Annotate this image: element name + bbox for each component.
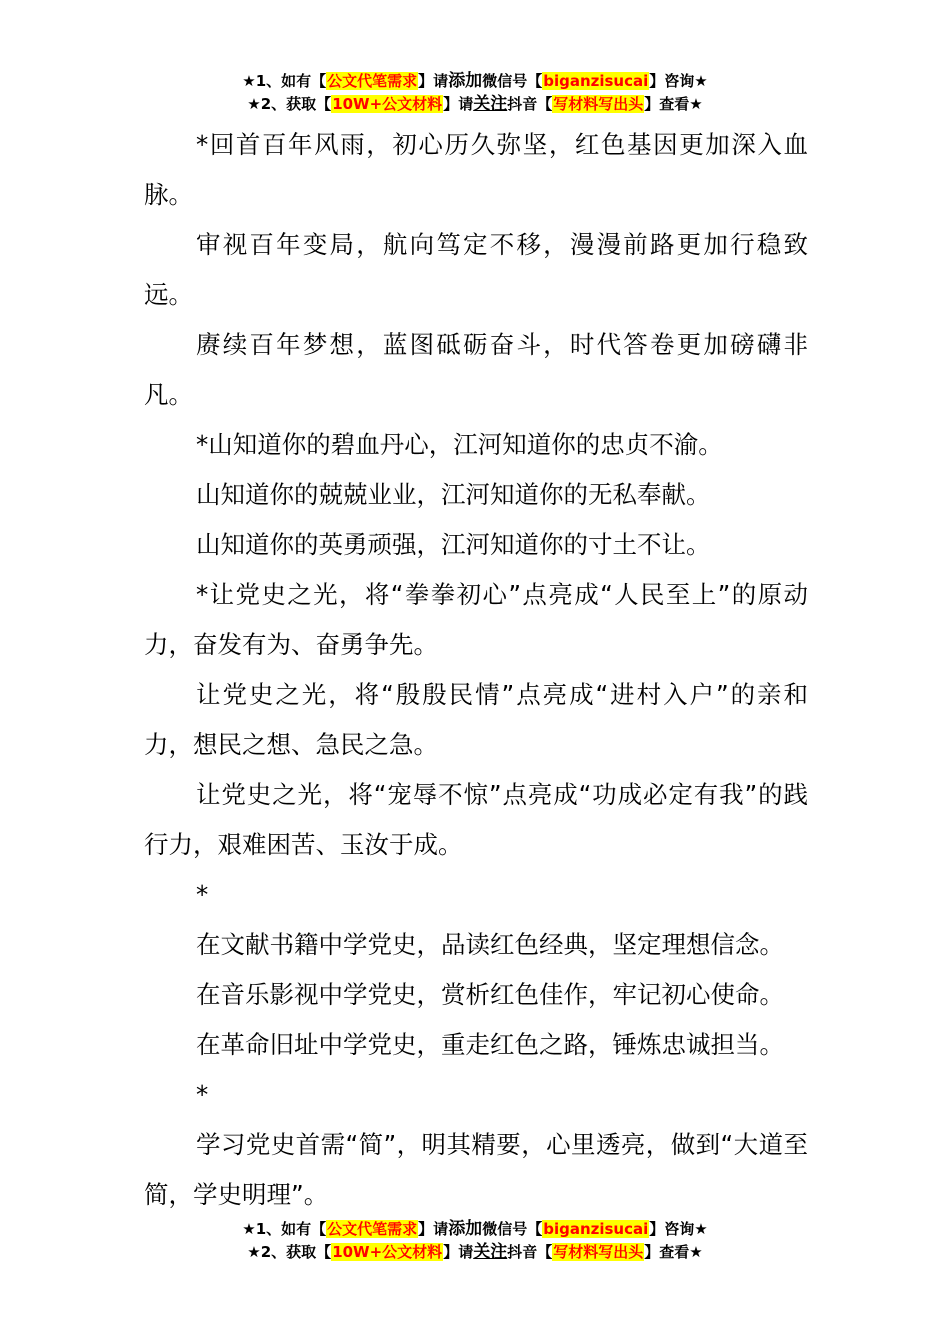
banner-wechat-id: biganzisucai (543, 1220, 649, 1238)
banner-text: 】请 (443, 95, 474, 113)
banner-highlight: 10W+公文材料 (332, 95, 443, 113)
banner-line-2 (0, 93, 950, 116)
banner-line-1 (0, 70, 950, 93)
section-separator: * (196, 1080, 209, 1109)
banner-highlight: 公文代笔需求 (327, 1220, 418, 1238)
banner-text: ★2、获取【 (247, 1243, 332, 1261)
banner-text: 抖音【 (507, 95, 553, 113)
bottom-banner (0, 1218, 950, 1264)
paragraph: *山知道你的碧血丹心，江河知道你的忠贞不渝。 (196, 430, 723, 459)
banner-text: 】请 (418, 72, 449, 90)
paragraph: 山知道你的英勇顽强，江河知道你的寸土不让。 (196, 530, 711, 559)
banner-text: ★2、获取【 (247, 95, 332, 113)
banner-line-2 (0, 1241, 950, 1264)
banner-text: 微信号【 (482, 72, 543, 90)
banner-text: 】查看★ (644, 95, 703, 113)
banner-text: 】请 (443, 1243, 474, 1261)
section-separator: * (196, 880, 209, 909)
paragraph: 山知道你的兢兢业业，江河知道你的无私奉献。 (196, 480, 711, 509)
paragraph: 学习党史首需“简”，明其精要，心里透亮，做到“大道至简，学史明理”。 (144, 1130, 808, 1209)
paragraph: 让党史之光，将“宠辱不惊”点亮成“功成必定有我”的践行力，艰难困苦、玉汝于成。 (144, 780, 808, 859)
banner-emphasis: 关注 (473, 1242, 508, 1262)
banner-text: ★1、如有【 (242, 1220, 327, 1238)
paragraph: 在文献书籍中学党史，品读红色经典，坚定理想信念。 (196, 930, 784, 959)
banner-text: ★1、如有【 (242, 72, 327, 90)
banner-wechat-id: biganzisucai (543, 72, 649, 90)
banner-line-1 (0, 1218, 950, 1241)
banner-highlight: 公文代笔需求 (327, 72, 418, 90)
banner-highlight: 10W+公文材料 (332, 1243, 443, 1261)
banner-emphasis: 添加 (448, 1219, 483, 1239)
paragraph: 审视百年变局，航向笃定不移，漫漫前路更加行稳致远。 (144, 230, 808, 309)
paragraph: 在革命旧址中学党史，重走红色之路，锤炼忠诚担当。 (196, 1030, 784, 1059)
top-banner (0, 70, 950, 116)
banner-douyin-id: 写材料写出头 (553, 95, 644, 113)
paragraph: 赓续百年梦想，蓝图砥砺奋斗，时代答卷更加磅礴非凡。 (144, 330, 808, 409)
paragraph: *回首百年风雨，初心历久弥坚，红色基因更加深入血脉。 (144, 130, 808, 209)
paragraph: 让党史之光，将“殷殷民情”点亮成“进村入户”的亲和力，想民之想、急民之急。 (144, 680, 808, 759)
banner-emphasis: 添加 (448, 71, 483, 91)
banner-text: 微信号【 (482, 1220, 543, 1238)
banner-text: 】咨询★ (649, 1220, 708, 1238)
banner-text: 抖音【 (507, 1243, 553, 1261)
banner-text: 】请 (418, 1220, 449, 1238)
banner-emphasis: 关注 (473, 94, 508, 114)
paragraph: 在音乐影视中学党史，赏析红色佳作，牢记初心使命。 (196, 980, 784, 1009)
banner-text: 】咨询★ (649, 72, 708, 90)
banner-text: 】查看★ (644, 1243, 703, 1261)
banner-douyin-id: 写材料写出头 (553, 1243, 644, 1261)
paragraph: *让党史之光，将“拳拳初心”点亮成“人民至上”的原动力，奋发有为、奋勇争先。 (144, 580, 808, 659)
document-body (144, 120, 808, 1220)
